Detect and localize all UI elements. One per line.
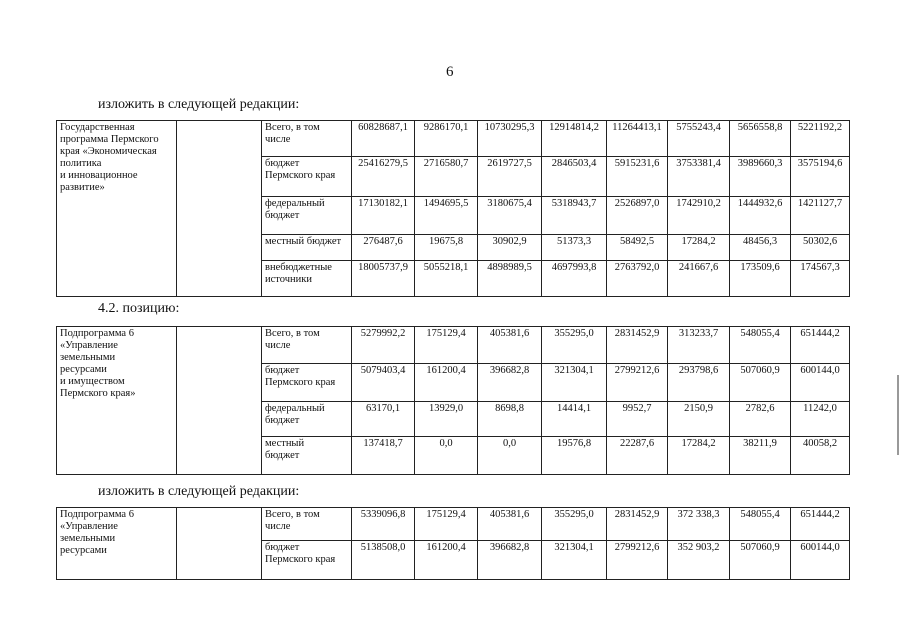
value-cell: 405381,6	[478, 327, 542, 364]
value-cell: 2831452,9	[607, 508, 668, 541]
value-cell: 276487,6	[352, 235, 415, 261]
value-cell: 405381,6	[478, 508, 542, 541]
value-cell: 2799212,6	[607, 541, 668, 580]
scan-edge-mark	[897, 375, 899, 455]
funding-source-cell: местный бюджет	[262, 437, 352, 475]
value-cell: 9952,7	[607, 402, 668, 437]
value-cell: 293798,6	[668, 364, 730, 402]
funding-source-cell: бюджет Пермского края	[262, 364, 352, 402]
value-cell: 4697993,8	[542, 261, 607, 297]
table-row	[57, 508, 850, 541]
value-cell: 12914814,2	[542, 121, 607, 157]
value-cell: 5318943,7	[542, 197, 607, 235]
value-cell: 5055218,1	[415, 261, 478, 297]
value-cell: 161200,4	[415, 541, 478, 580]
funding-source-cell: Всего, в том числе	[262, 508, 352, 541]
funding-source-cell: Всего, в том числе	[262, 121, 352, 157]
value-cell: 5221192,2	[791, 121, 850, 157]
value-cell: 17130182,1	[352, 197, 415, 235]
value-cell: 1494695,5	[415, 197, 478, 235]
value-cell: 1742910,2	[668, 197, 730, 235]
value-cell: 3180675,4	[478, 197, 542, 235]
value-cell: 10730295,3	[478, 121, 542, 157]
value-cell: 38211,9	[730, 437, 791, 475]
value-cell: 17284,2	[668, 235, 730, 261]
value-cell: 51373,3	[542, 235, 607, 261]
value-cell: 14414,1	[542, 402, 607, 437]
value-cell: 3753381,4	[668, 157, 730, 197]
value-cell: 2526897,0	[607, 197, 668, 235]
value-cell: 19576,8	[542, 437, 607, 475]
budget-table-subprogram-new	[56, 507, 850, 580]
budget-table-subprogram-current	[56, 326, 850, 475]
value-cell: 5755243,4	[668, 121, 730, 157]
value-cell: 1421127,7	[791, 197, 850, 235]
value-cell: 651444,2	[791, 327, 850, 364]
value-cell: 19675,8	[415, 235, 478, 261]
value-cell: 17284,2	[668, 437, 730, 475]
funding-source-cell: федеральный бюджет	[262, 197, 352, 235]
value-cell: 4898989,5	[478, 261, 542, 297]
value-cell: 25416279,5	[352, 157, 415, 197]
value-cell: 321304,1	[542, 541, 607, 580]
funding-source-cell: бюджет Пермского края	[262, 541, 352, 580]
value-cell: 321304,1	[542, 364, 607, 402]
value-cell: 355295,0	[542, 327, 607, 364]
value-cell: 0,0	[415, 437, 478, 475]
value-cell: 313233,7	[668, 327, 730, 364]
funding-source-cell: внебюджетные источники	[262, 261, 352, 297]
value-cell: 600144,0	[791, 364, 850, 402]
program-name-cell: Государственная программа Пермского края «Экономическая политика и инновационное развитие»	[57, 121, 177, 297]
value-cell: 13929,0	[415, 402, 478, 437]
value-cell: 548055,4	[730, 508, 791, 541]
value-cell: 1444932,6	[730, 197, 791, 235]
value-cell: 8698,8	[478, 402, 542, 437]
value-cell: 2150,9	[668, 402, 730, 437]
funding-source-cell: федеральный бюджет	[262, 402, 352, 437]
page-number: 6	[446, 64, 454, 80]
value-cell: 18005737,9	[352, 261, 415, 297]
value-cell: 2619727,5	[478, 157, 542, 197]
value-cell: 507060,9	[730, 364, 791, 402]
value-cell: 241667,6	[668, 261, 730, 297]
value-cell: 600144,0	[791, 541, 850, 580]
value-cell: 352 903,2	[668, 541, 730, 580]
blank-cell	[177, 508, 262, 580]
value-cell: 372 338,3	[668, 508, 730, 541]
program-name-cell: Подпрограмма 6 «Управление земельными ресурсами и имуществом Пермского края»	[57, 327, 177, 475]
blank-cell	[177, 121, 262, 297]
value-cell: 355295,0	[542, 508, 607, 541]
value-cell: 507060,9	[730, 541, 791, 580]
value-cell: 137418,7	[352, 437, 415, 475]
value-cell: 2831452,9	[607, 327, 668, 364]
value-cell: 9286170,1	[415, 121, 478, 157]
value-cell: 63170,1	[352, 402, 415, 437]
value-cell: 5079403,4	[352, 364, 415, 402]
program-name-cell: Подпрограмма 6 «Управление земельными ресурсами	[57, 508, 177, 580]
budget-table-program	[56, 120, 850, 297]
value-cell: 40058,2	[791, 437, 850, 475]
value-cell: 2782,6	[730, 402, 791, 437]
value-cell: 161200,4	[415, 364, 478, 402]
value-cell: 5915231,6	[607, 157, 668, 197]
value-cell: 2846503,4	[542, 157, 607, 197]
value-cell: 22287,6	[607, 437, 668, 475]
value-cell: 11264413,1	[607, 121, 668, 157]
value-cell: 2716580,7	[415, 157, 478, 197]
value-cell: 60828687,1	[352, 121, 415, 157]
value-cell: 548055,4	[730, 327, 791, 364]
value-cell: 5138508,0	[352, 541, 415, 580]
value-cell: 175129,4	[415, 508, 478, 541]
table-row	[57, 121, 850, 157]
value-cell: 2763792,0	[607, 261, 668, 297]
value-cell: 58492,5	[607, 235, 668, 261]
funding-source-cell: Всего, в том числе	[262, 327, 352, 364]
value-cell: 173509,6	[730, 261, 791, 297]
section-heading: изложить в следующей редакции:	[98, 97, 300, 112]
section-heading: изложить в следующей редакции:	[98, 484, 300, 499]
value-cell: 5339096,8	[352, 508, 415, 541]
value-cell: 5279992,2	[352, 327, 415, 364]
funding-source-cell: местный бюджет	[262, 235, 352, 261]
table-row	[57, 327, 850, 364]
value-cell: 175129,4	[415, 327, 478, 364]
value-cell: 2799212,6	[607, 364, 668, 402]
value-cell: 651444,2	[791, 508, 850, 541]
section-heading: 4.2. позицию:	[98, 301, 180, 316]
value-cell: 3575194,6	[791, 157, 850, 197]
value-cell: 11242,0	[791, 402, 850, 437]
value-cell: 174567,3	[791, 261, 850, 297]
blank-cell	[177, 327, 262, 475]
value-cell: 30902,9	[478, 235, 542, 261]
value-cell: 48456,3	[730, 235, 791, 261]
value-cell: 3989660,3	[730, 157, 791, 197]
value-cell: 5656558,8	[730, 121, 791, 157]
value-cell: 0,0	[478, 437, 542, 475]
value-cell: 50302,6	[791, 235, 850, 261]
value-cell: 396682,8	[478, 541, 542, 580]
value-cell: 396682,8	[478, 364, 542, 402]
funding-source-cell: бюджет Пермского края	[262, 157, 352, 197]
